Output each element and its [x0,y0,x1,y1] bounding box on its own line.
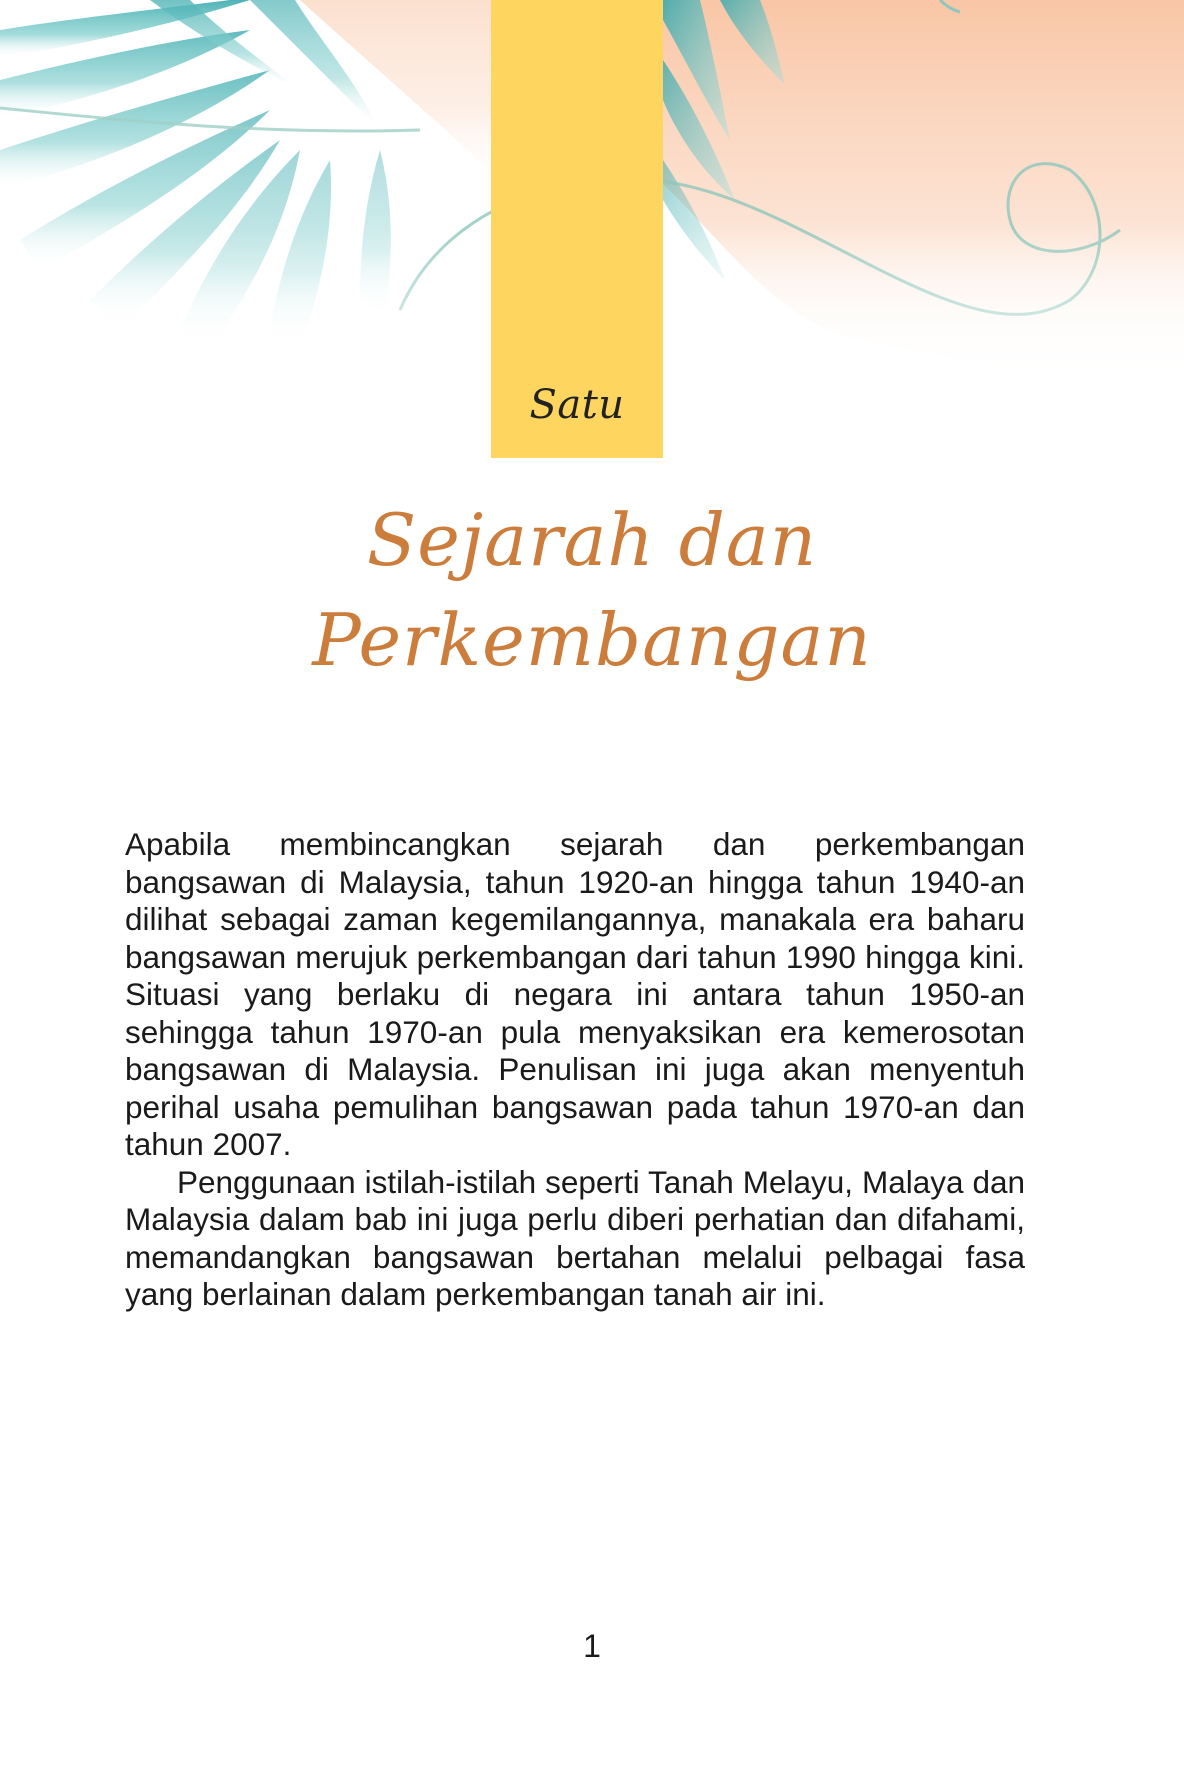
paragraph-1: Apabila membincangkan sejarah dan perkembangan bangsawan di Malaysia, tahun 1920-an hingga tahun 1940-an dilihat sebagai zaman kegemilangannya, manakala era baharu bangsawan merujuk perkembangan dari tahun 1990 hingga kini. Situasi yang berlaku di negara ini antara tahun 1950-an sehingga tahun 1970-an pula menyaksikan era kemerosotan bangsawan di Malaysia. Penulisan ini juga akan menyentuh perihal usaha pemulihan bangsawan pada tahun 1970-an dan tahun 2007. [125,826,1025,1162]
chapter-title-line-1: Sejarah dan [366,498,818,582]
page-number: 1 [583,1628,601,1664]
paragraph-2: Penggunaan istilah-istilah seperti Tanah Melayu, Malaya dan Malaysia dalam bab ini juga perlu diberi perhatian dan difahami, memandangkan bangsawan bertahan melalui pelbagai fasa yang berlainan dalam perkembangan tanah air ini. [125,1163,1025,1312]
chapter-title [0,490,1184,690]
body-text [125,826,1025,1314]
chapter-title-line-2: Perkembangan [312,598,872,682]
chapter-number-label: Satu [529,382,625,428]
